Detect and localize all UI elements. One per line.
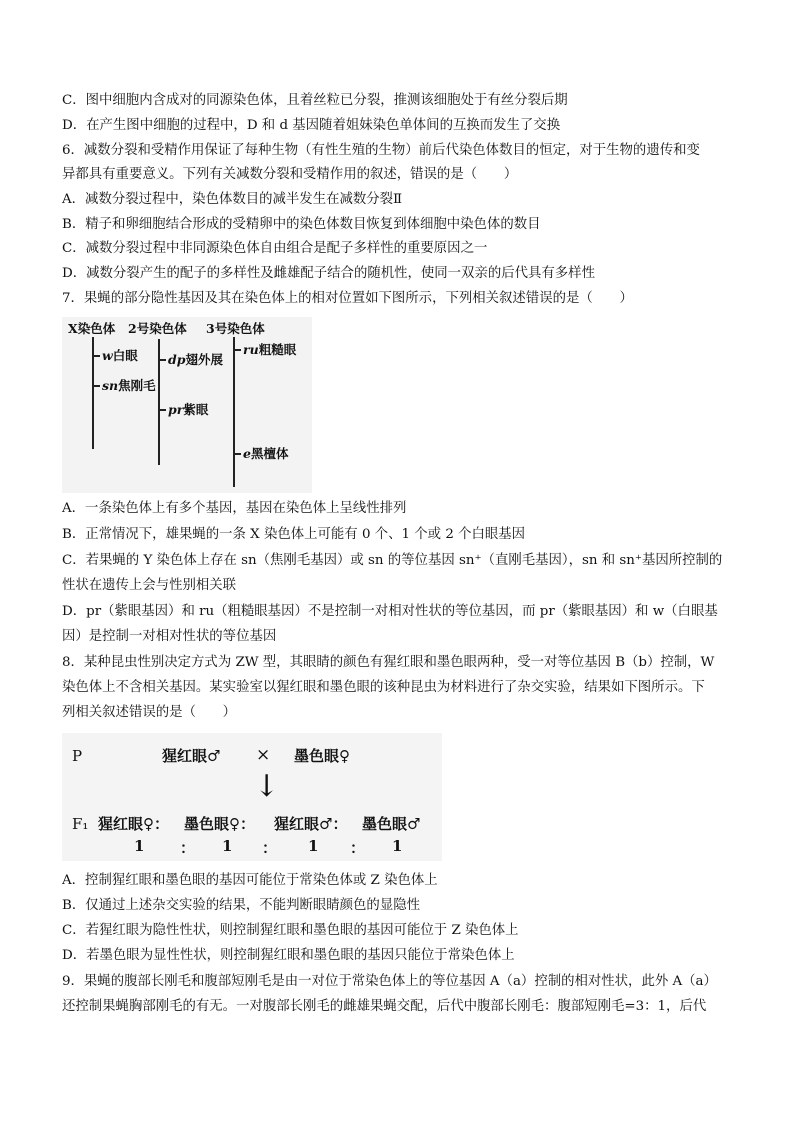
gene-dp-label: dp翅外展 bbox=[168, 352, 223, 367]
ratio-value: 1 bbox=[134, 837, 145, 855]
generation-p-label: P bbox=[72, 747, 83, 765]
generation-f1-label: F₁ bbox=[72, 815, 89, 833]
text-line: 列相关叙述错误的是（ ） bbox=[62, 705, 237, 720]
gene-ru-label: ru粗糙眼 bbox=[243, 342, 297, 357]
f1-phenotype: 猩红眼♀： bbox=[98, 815, 169, 833]
text-line: 性状在遗传上会与性别相关联 bbox=[62, 578, 237, 593]
ratio-separator: ： bbox=[180, 839, 196, 857]
gene-marker bbox=[158, 359, 166, 361]
text-line: D．减数分裂产生的配子的多样性及雌雄配子结合的随机性，使同一双亲的后代具有多样性 bbox=[62, 266, 595, 281]
gene-pr-label: pr紫眼 bbox=[168, 402, 209, 417]
ratio-separator: ： bbox=[262, 839, 278, 857]
text-line: 9．果蝇的腹部长刚毛和腹部短刚毛是由一对位于常染色体上的等位基因 A（a）控制的相对性状，此外 A（a） bbox=[62, 974, 717, 989]
gene-e-label: e黑檀体 bbox=[243, 446, 289, 461]
text-line: A．一条染色体上有多个基因，基因在染色体上呈线性排列 bbox=[62, 501, 407, 516]
f1-phenotype: 墨色眼♂ bbox=[362, 815, 421, 833]
x-chromosome-header: X染色体 bbox=[68, 321, 116, 336]
gene-sn-label: sn焦刚毛 bbox=[102, 378, 156, 393]
chromosome-2-line bbox=[158, 339, 160, 465]
text-line: C．图中细胞内含成对的同源染色体，且着丝粒已分裂，推测该细胞处于有丝分裂后期 bbox=[62, 93, 568, 108]
text-line: B．正常情况下，雄果蝇的一条 X 染色体上可能有 0 个、1 个或 2 个白眼基因 bbox=[62, 527, 526, 542]
gene-marker bbox=[233, 453, 241, 455]
text-line: 染色体上不含相关基因。某实验室以猩红眼和墨色眼的该种昆虫为材料进行了杂交实验，结果如下图所示。下 bbox=[62, 680, 705, 695]
parent-male: 猩红眼♂ bbox=[162, 747, 221, 765]
text-line: B．仅通过上述杂交实验的结果，不能判断眼睛颜色的显隐性 bbox=[62, 898, 420, 913]
gene-marker bbox=[233, 349, 241, 351]
text-line: D．在产生图中细胞的过程中，D 和 d 基因随着姐妹染色单体间的互换而发生了交换 bbox=[62, 118, 561, 133]
chromosome-3-header: 3号染色体 bbox=[206, 321, 265, 336]
text-line: 因）是控制一对相对性状的等位基因 bbox=[62, 629, 277, 644]
text-line: A．控制猩红眼和墨色眼的基因可能位于常染色体或 Z 染色体上 bbox=[62, 873, 438, 888]
x-chromosome-line bbox=[92, 337, 94, 449]
gene-marker bbox=[92, 355, 100, 357]
cross-experiment-figure bbox=[62, 733, 442, 861]
text-line: D．若墨色眼为显性性状，则控制猩红眼和墨色眼的基因只能位于常染色体上 bbox=[62, 948, 515, 963]
chromosome-2-header: 2号染色体 bbox=[128, 321, 187, 336]
text-line: C．减数分裂过程中非同源染色体自由组合是配子多样性的重要原因之一 bbox=[62, 241, 488, 256]
gene-marker bbox=[92, 385, 100, 387]
ratio-separator: ： bbox=[350, 839, 366, 857]
chromosome-gene-map-figure bbox=[62, 317, 312, 493]
text-line: 8．某种昆虫性别决定方式为 ZW 型，其眼睛的颜色有猩红眼和墨色眼两种，受一对等位基因 B（b）控制，W bbox=[62, 655, 715, 670]
ratio-value: 1 bbox=[222, 837, 233, 855]
gene-marker bbox=[158, 409, 166, 411]
text-line: C．若果蝇的 Y 染色体上存在 sn（焦刚毛基因）或 sn 的等位基因 sn⁺（直刚毛基因），sn 和 sn⁺基因所控制的 bbox=[62, 553, 723, 568]
ratio-value: 1 bbox=[308, 837, 319, 855]
text-line: D．pr（紫眼基因）和 ru（粗糙眼基因）不是控制一对相对性状的等位基因，而 pr（紫眼基因）和 w（白眼基 bbox=[62, 604, 718, 619]
text-line: 异都具有重要意义。下列有关减数分裂和受精作用的叙述，错误的是（ ） bbox=[62, 167, 518, 182]
text-line: 7．果蝇的部分隐性基因及其在染色体上的相对位置如下图所示，下列相关叙述错误的是（ ） bbox=[62, 291, 633, 306]
text-line: 还控制果蝇胸部刚毛的有无。一对腹部长刚毛的雌雄果蝇交配，后代中腹部长刚毛：腹部短刚毛=3：1，后代 bbox=[62, 999, 707, 1014]
text-line: A．减数分裂过程中，染色体数目的减半发生在减数分裂Ⅱ bbox=[62, 192, 403, 207]
cross-arrow: ↓ bbox=[254, 769, 280, 804]
ratio-value: 1 bbox=[392, 837, 403, 855]
f1-phenotype: 猩红眼♂： bbox=[274, 815, 348, 833]
text-line: 6．减数分裂和受精作用保证了每种生物（有性生殖的生物）前后代染色体数目的恒定，对于生物的遗传和变 bbox=[62, 143, 700, 158]
gene-w-label: w白眼 bbox=[102, 348, 138, 363]
chromosome-3-line bbox=[233, 337, 235, 487]
cross-symbol: × bbox=[256, 745, 271, 765]
text-line: B．精子和卵细胞结合形成的受精卵中的染色体数目恢复到体细胞中染色体的数目 bbox=[62, 217, 541, 232]
f1-phenotype: 墨色眼♀： bbox=[184, 815, 255, 833]
parent-female: 墨色眼♀ bbox=[294, 747, 350, 765]
text-line: C．若猩红眼为隐性性状，则控制猩红眼和墨色眼的基因可能位于 Z 染色体上 bbox=[62, 923, 519, 938]
